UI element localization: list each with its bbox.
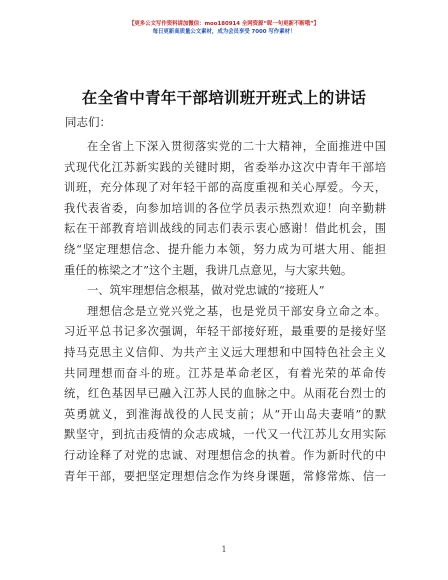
- section-heading: 一、筑牢理想信念根基，做对党忠诚的“接班人”: [87, 284, 325, 298]
- promo-banner: [40, 20, 408, 36]
- paragraph-line: 习近平总书记多次强调，年轻干部接好班，最重要的是接好坚: [64, 325, 386, 339]
- paragraph-line: 重任的栋梁之才”这个主题，我讲几点意见，与大家共勉。: [64, 263, 353, 277]
- paragraph-line: 绕“坚定理想信念、提升能力本领，努力成为可堪大用、能担: [64, 242, 386, 256]
- paragraph-line: 英勇就义，到淮海战役的人民支前；从“开山岛夫妻哨”的默: [64, 407, 386, 421]
- paragraph-line: 在全省上下深入贯彻落实党的二十大精神，全面推进中国: [87, 140, 386, 153]
- paragraph-line: 青年干部，要把坚定理想信念作为终身课题，常修常炼、信一: [64, 469, 386, 483]
- paragraph-line: 耘在干部教育培训战线的同志们表示衷心感谢！借此机会，围: [64, 222, 386, 236]
- paragraph-line: 默坚守，到抗击疫情的众志成城，一代又一代江苏儿女用实际: [64, 428, 386, 442]
- paragraph-line: 行动诠释了对党的忠诚、对理想信念的执着。作为新时代的中: [64, 448, 386, 462]
- banner-line-1: 【更多公文写作资料请加微信：moo180914 全网资源“昵一句更新不断哦”】: [128, 21, 320, 27]
- paragraph-line: 理想信念是立党兴党之基，也是党员干部安身立命之本。: [87, 304, 386, 318]
- banner-line-2: 每日更新高质量公文素材，成为会员享受 7000 写作素材！: [152, 29, 296, 35]
- paragraph-line: 持马克思主义信仰、为共产主义远大理想和中国特色社会主义: [64, 345, 386, 359]
- document-body: [64, 137, 386, 487]
- salutation: 同志们：: [65, 115, 111, 129]
- document-title: 在全省中青年干部培训班开班式上的讲话: [81, 89, 367, 107]
- paragraph-line: 训班，充分体现了对年轻干部的高度重视和关心厚爱。今天，: [64, 181, 386, 195]
- paragraph-line: 我代表省委，向参加培训的各位学员表示热烈欢迎！向辛勤耕: [64, 201, 386, 215]
- paragraph-line: 共同理想而奋斗的班。江苏是革命老区，有着光荣的革命传: [64, 366, 386, 380]
- paragraph-line: 统，红色基因早已融入江苏人民的血脉之中。从雨花台烈士的: [64, 387, 386, 401]
- paragraph-line: 式现代化江苏新实践的关键时期，省委举办这次中青年干部培: [64, 160, 386, 174]
- page-number: 1: [221, 545, 227, 554]
